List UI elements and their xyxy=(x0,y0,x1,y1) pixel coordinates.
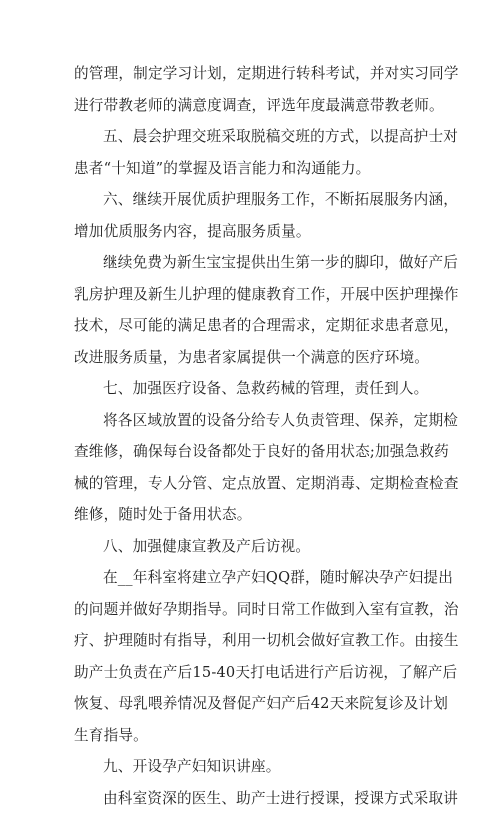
text-line: 改进服务质量，为患者家属提供一个满意的医疗环境。 xyxy=(74,342,430,374)
text-line: 进行带教老师的满意度调查，评选年度最满意带教老师。 xyxy=(74,90,430,122)
text-line: 查维修，确保每台设备都处于良好的备用状态;加强急救药 xyxy=(74,436,430,468)
text-line: 乳房护理及新生儿护理的健康教育工作，开展中医护理操作 xyxy=(74,279,430,311)
text-line: 恢复、母乳喂养情况及督促产妇产后42天来院复诊及计划 xyxy=(74,688,430,720)
text-line: 五、晨会护理交班采取脱稿交班的方式，以提高护士对 xyxy=(74,121,430,153)
document-body xyxy=(74,58,430,814)
text-line: 技术，尽可能的满足患者的合理需求，定期征求患者意见， xyxy=(74,310,430,342)
text-line: 由科室资深的医生、助产士进行授课，授课方式采取讲 xyxy=(74,783,430,814)
text-line: 继续免费为新生宝宝提供出生第一步的脚印，做好产后 xyxy=(74,247,430,279)
text-line: 将各区域放置的设备分给专人负责管理、保养，定期检 xyxy=(74,405,430,437)
text-line: 六、继续开展优质护理服务工作，不断拓展服务内涵， xyxy=(74,184,430,216)
text-line: 八、加强健康宣教及产后访视。 xyxy=(74,531,430,563)
text-line: 增加优质服务内容，提高服务质量。 xyxy=(74,216,430,248)
text-line: 在__年科室将建立孕产妇QQ群，随时解决孕产妇提出 xyxy=(74,562,430,594)
text-line: 械的管理，专人分管、定点放置、定期消毒、定期检查检查 xyxy=(74,468,430,500)
text-line: 生育指导。 xyxy=(74,720,430,752)
text-line: 助产士负责在产后15-40天打电话进行产后访视，了解产后 xyxy=(74,657,430,689)
text-line: 的管理，制定学习计划，定期进行转科考试，并对实习同学 xyxy=(74,58,430,90)
text-line: 维修，随时处于备用状态。 xyxy=(74,499,430,531)
text-line: 的问题并做好孕期指导。同时日常工作做到入室有宣教，治 xyxy=(74,594,430,626)
text-line: 九、开设孕产妇知识讲座。 xyxy=(74,751,430,783)
text-line: 患者“十知道”的掌握及语言能力和沟通能力。 xyxy=(74,153,430,185)
text-line: 七、加强医疗设备、急救药械的管理，责任到人。 xyxy=(74,373,430,405)
text-line: 疗、护理随时有指导，利用一切机会做好宣教工作。由接生 xyxy=(74,625,430,657)
